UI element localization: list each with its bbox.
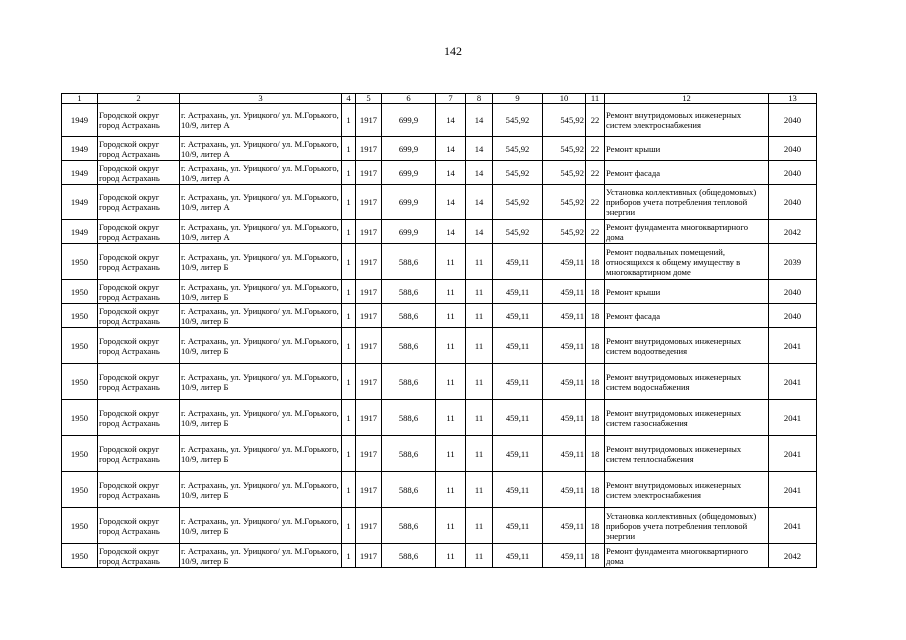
cell-total-area: 588,6 xyxy=(382,508,436,544)
cell-municipality: Городской округ город Астрахань xyxy=(98,544,180,568)
cell-col11: 18 xyxy=(586,364,605,400)
cell-col10: 459,11 xyxy=(543,244,586,280)
cell-year-built: 1917 xyxy=(356,544,382,568)
cell-col7: 11 xyxy=(436,280,466,304)
cell-year-built: 1917 xyxy=(356,304,382,328)
cell-address: г. Астрахань, ул. Урицкого/ ул. М.Горького, 10/9, литер А xyxy=(180,104,342,137)
cell-col4: 1 xyxy=(342,104,356,137)
cell-col8: 11 xyxy=(466,244,493,280)
cell-planned-year: 2041 xyxy=(769,508,817,544)
cell-work-type: Установка коллективных (общедомовых) приборов учета потребления тепловой энергии xyxy=(605,508,769,544)
cell-col8: 11 xyxy=(466,472,493,508)
cell-number: 1950 xyxy=(62,304,98,328)
cell-municipality: Городской округ город Астрахань xyxy=(98,364,180,400)
table-row xyxy=(62,328,817,364)
cell-number: 1950 xyxy=(62,544,98,568)
cell-col8: 11 xyxy=(466,436,493,472)
cell-municipality: Городской округ город Астрахань xyxy=(98,472,180,508)
cell-col9: 459,11 xyxy=(493,508,543,544)
cell-planned-year: 2040 xyxy=(769,137,817,161)
cell-number: 1950 xyxy=(62,244,98,280)
table-row xyxy=(62,508,817,544)
cell-col10: 545,92 xyxy=(543,220,586,244)
cell-col4: 1 xyxy=(342,280,356,304)
cell-total-area: 699,9 xyxy=(382,220,436,244)
cell-col7: 11 xyxy=(436,436,466,472)
cell-col10: 545,92 xyxy=(543,161,586,185)
cell-col10: 459,11 xyxy=(543,280,586,304)
cell-planned-year: 2040 xyxy=(769,161,817,185)
header-row xyxy=(62,94,817,104)
cell-col4: 1 xyxy=(342,544,356,568)
cell-total-area: 588,6 xyxy=(382,472,436,508)
cell-col4: 1 xyxy=(342,304,356,328)
cell-col11: 18 xyxy=(586,508,605,544)
cell-work-type: Ремонт подвальных помещений, относящихся к общему имуществу в многоквартирном доме xyxy=(605,244,769,280)
cell-col11: 18 xyxy=(586,280,605,304)
cell-col7: 11 xyxy=(436,364,466,400)
cell-col7: 11 xyxy=(436,508,466,544)
cell-year-built: 1917 xyxy=(356,244,382,280)
cell-col11: 18 xyxy=(586,544,605,568)
column-header: 12 xyxy=(605,94,769,104)
cell-col9: 459,11 xyxy=(493,436,543,472)
cell-col8: 14 xyxy=(466,220,493,244)
cell-col9: 459,11 xyxy=(493,364,543,400)
cell-address: г. Астрахань, ул. Урицкого/ ул. М.Горького, 10/9, литер Б xyxy=(180,304,342,328)
cell-municipality: Городской округ город Астрахань xyxy=(98,304,180,328)
column-header: 9 xyxy=(493,94,543,104)
cell-total-area: 699,9 xyxy=(382,104,436,137)
cell-total-area: 588,6 xyxy=(382,436,436,472)
cell-year-built: 1917 xyxy=(356,280,382,304)
cell-col9: 459,11 xyxy=(493,280,543,304)
cell-number: 1949 xyxy=(62,137,98,161)
cell-col7: 14 xyxy=(436,104,466,137)
cell-municipality: Городской округ город Астрахань xyxy=(98,220,180,244)
column-header: 6 xyxy=(382,94,436,104)
cell-number: 1950 xyxy=(62,400,98,436)
cell-address: г. Астрахань, ул. Урицкого/ ул. М.Горького, 10/9, литер Б xyxy=(180,244,342,280)
cell-planned-year: 2039 xyxy=(769,244,817,280)
cell-col8: 14 xyxy=(466,137,493,161)
cell-total-area: 588,6 xyxy=(382,364,436,400)
cell-address: г. Астрахань, ул. Урицкого/ ул. М.Горького, 10/9, литер Б xyxy=(180,400,342,436)
cell-col10: 459,11 xyxy=(543,544,586,568)
table-row xyxy=(62,304,817,328)
column-header: 3 xyxy=(180,94,342,104)
cell-col10: 545,92 xyxy=(543,104,586,137)
cell-col9: 459,11 xyxy=(493,244,543,280)
cell-work-type: Ремонт внутридомовых инженерных систем водоснабжения xyxy=(605,364,769,400)
table-row xyxy=(62,244,817,280)
cell-planned-year: 2041 xyxy=(769,328,817,364)
cell-col7: 14 xyxy=(436,137,466,161)
page-number: 142 xyxy=(444,44,462,58)
cell-planned-year: 2040 xyxy=(769,185,817,220)
cell-address: г. Астрахань, ул. Урицкого/ ул. М.Горького, 10/9, литер Б xyxy=(180,544,342,568)
cell-year-built: 1917 xyxy=(356,220,382,244)
cell-work-type: Ремонт крыши xyxy=(605,280,769,304)
table-row xyxy=(62,104,817,137)
cell-number: 1949 xyxy=(62,185,98,220)
cell-col7: 11 xyxy=(436,472,466,508)
table-row xyxy=(62,280,817,304)
column-header: 5 xyxy=(356,94,382,104)
cell-col11: 22 xyxy=(586,185,605,220)
cell-address: г. Астрахань, ул. Урицкого/ ул. М.Горького, 10/9, литер Б xyxy=(180,328,342,364)
cell-col9: 545,92 xyxy=(493,104,543,137)
cell-col8: 14 xyxy=(466,161,493,185)
cell-work-type: Ремонт внутридомовых инженерных систем теплоснабжения xyxy=(605,436,769,472)
cell-col4: 1 xyxy=(342,244,356,280)
column-header: 11 xyxy=(586,94,605,104)
cell-work-type: Ремонт внутридомовых инженерных систем водоотведения xyxy=(605,328,769,364)
cell-col11: 22 xyxy=(586,104,605,137)
cell-municipality: Городской округ город Астрахань xyxy=(98,508,180,544)
cell-total-area: 588,6 xyxy=(382,328,436,364)
table-row xyxy=(62,436,817,472)
cell-address: г. Астрахань, ул. Урицкого/ ул. М.Горького, 10/9, литер А xyxy=(180,161,342,185)
cell-col9: 459,11 xyxy=(493,544,543,568)
cell-number: 1950 xyxy=(62,508,98,544)
cell-total-area: 588,6 xyxy=(382,544,436,568)
cell-work-type: Ремонт внутридомовых инженерных систем электроснабжения xyxy=(605,104,769,137)
cell-col8: 11 xyxy=(466,508,493,544)
cell-col4: 1 xyxy=(342,400,356,436)
cell-work-type: Ремонт фасада xyxy=(605,304,769,328)
cell-col11: 18 xyxy=(586,304,605,328)
table-row xyxy=(62,220,817,244)
cell-planned-year: 2041 xyxy=(769,400,817,436)
cell-col8: 11 xyxy=(466,304,493,328)
cell-col10: 545,92 xyxy=(543,185,586,220)
column-header: 7 xyxy=(436,94,466,104)
column-header: 13 xyxy=(769,94,817,104)
cell-col10: 459,11 xyxy=(543,472,586,508)
cell-number: 1950 xyxy=(62,436,98,472)
cell-col10: 459,11 xyxy=(543,328,586,364)
cell-col8: 11 xyxy=(466,544,493,568)
cell-col11: 22 xyxy=(586,220,605,244)
table-body xyxy=(62,94,817,568)
cell-col7: 11 xyxy=(436,304,466,328)
cell-col8: 11 xyxy=(466,364,493,400)
cell-col9: 545,92 xyxy=(493,161,543,185)
cell-col10: 459,11 xyxy=(543,508,586,544)
cell-year-built: 1917 xyxy=(356,161,382,185)
table-row xyxy=(62,364,817,400)
cell-work-type: Установка коллективных (общедомовых) приборов учета потребления тепловой энергии xyxy=(605,185,769,220)
cell-col7: 11 xyxy=(436,328,466,364)
column-header: 2 xyxy=(98,94,180,104)
table-row xyxy=(62,544,817,568)
cell-address: г. Астрахань, ул. Урицкого/ ул. М.Горького, 10/9, литер Б xyxy=(180,472,342,508)
column-header: 10 xyxy=(543,94,586,104)
cell-address: г. Астрахань, ул. Урицкого/ ул. М.Горького, 10/9, литер Б xyxy=(180,436,342,472)
cell-col7: 11 xyxy=(436,544,466,568)
cell-work-type: Ремонт фундамента многоквартирного дома xyxy=(605,544,769,568)
cell-planned-year: 2041 xyxy=(769,364,817,400)
table-row xyxy=(62,400,817,436)
cell-total-area: 699,9 xyxy=(382,185,436,220)
cell-col8: 11 xyxy=(466,328,493,364)
cell-col9: 459,11 xyxy=(493,400,543,436)
cell-col10: 459,11 xyxy=(543,436,586,472)
cell-col4: 1 xyxy=(342,508,356,544)
cell-total-area: 588,6 xyxy=(382,304,436,328)
cell-address: г. Астрахань, ул. Урицкого/ ул. М.Горького, 10/9, литер Б xyxy=(180,280,342,304)
cell-col8: 11 xyxy=(466,280,493,304)
cell-municipality: Городской округ город Астрахань xyxy=(98,161,180,185)
cell-work-type: Ремонт фасада xyxy=(605,161,769,185)
cell-planned-year: 2040 xyxy=(769,304,817,328)
cell-year-built: 1917 xyxy=(356,436,382,472)
cell-col7: 14 xyxy=(436,185,466,220)
column-header: 8 xyxy=(466,94,493,104)
cell-planned-year: 2041 xyxy=(769,436,817,472)
cell-planned-year: 2042 xyxy=(769,220,817,244)
cell-municipality: Городской округ город Астрахань xyxy=(98,328,180,364)
cell-number: 1950 xyxy=(62,280,98,304)
cell-col11: 22 xyxy=(586,161,605,185)
cell-total-area: 699,9 xyxy=(382,161,436,185)
cell-number: 1949 xyxy=(62,104,98,137)
cell-total-area: 699,9 xyxy=(382,137,436,161)
table-row xyxy=(62,161,817,185)
cell-col11: 22 xyxy=(586,137,605,161)
cell-municipality: Городской округ город Астрахань xyxy=(98,244,180,280)
cell-year-built: 1917 xyxy=(356,508,382,544)
cell-address: г. Астрахань, ул. Урицкого/ ул. М.Горького, 10/9, литер А xyxy=(180,137,342,161)
cell-municipality: Городской округ город Астрахань xyxy=(98,137,180,161)
cell-col8: 14 xyxy=(466,104,493,137)
cell-work-type: Ремонт крыши xyxy=(605,137,769,161)
cell-col10: 459,11 xyxy=(543,304,586,328)
cell-planned-year: 2041 xyxy=(769,472,817,508)
cell-col10: 459,11 xyxy=(543,400,586,436)
cell-address: г. Астрахань, ул. Урицкого/ ул. М.Горького, 10/9, литер А xyxy=(180,220,342,244)
cell-municipality: Городской округ город Астрахань xyxy=(98,436,180,472)
cell-municipality: Городской округ город Астрахань xyxy=(98,104,180,137)
cell-col4: 1 xyxy=(342,364,356,400)
cell-year-built: 1917 xyxy=(356,137,382,161)
table-row xyxy=(62,137,817,161)
cell-col11: 18 xyxy=(586,472,605,508)
cell-col4: 1 xyxy=(342,185,356,220)
cell-col11: 18 xyxy=(586,400,605,436)
cell-address: г. Астрахань, ул. Урицкого/ ул. М.Горького, 10/9, литер Б xyxy=(180,508,342,544)
cell-col4: 1 xyxy=(342,220,356,244)
cell-col9: 545,92 xyxy=(493,185,543,220)
cell-municipality: Городской округ город Астрахань xyxy=(98,280,180,304)
cell-address: г. Астрахань, ул. Урицкого/ ул. М.Горького, 10/9, литер Б xyxy=(180,364,342,400)
cell-work-type: Ремонт внутридомовых инженерных систем газоснабжения xyxy=(605,400,769,436)
cell-col4: 1 xyxy=(342,436,356,472)
cell-col11: 18 xyxy=(586,244,605,280)
cell-col4: 1 xyxy=(342,137,356,161)
cell-number: 1950 xyxy=(62,328,98,364)
cell-year-built: 1917 xyxy=(356,104,382,137)
cell-total-area: 588,6 xyxy=(382,400,436,436)
cell-number: 1950 xyxy=(62,472,98,508)
cell-total-area: 588,6 xyxy=(382,280,436,304)
cell-col8: 11 xyxy=(466,400,493,436)
cell-municipality: Городской округ город Астрахань xyxy=(98,400,180,436)
cell-col7: 11 xyxy=(436,400,466,436)
cell-total-area: 588,6 xyxy=(382,244,436,280)
cell-work-type: Ремонт внутридомовых инженерных систем электроснабжения xyxy=(605,472,769,508)
column-header: 1 xyxy=(62,94,98,104)
cell-col4: 1 xyxy=(342,472,356,508)
data-table xyxy=(61,93,817,568)
cell-work-type: Ремонт фундамента многоквартирного дома xyxy=(605,220,769,244)
cell-municipality: Городской округ город Астрахань xyxy=(98,185,180,220)
cell-year-built: 1917 xyxy=(356,472,382,508)
cell-col9: 459,11 xyxy=(493,328,543,364)
cell-col9: 545,92 xyxy=(493,137,543,161)
cell-col7: 14 xyxy=(436,161,466,185)
cell-col4: 1 xyxy=(342,328,356,364)
table-row xyxy=(62,472,817,508)
table-row xyxy=(62,185,817,220)
cell-number: 1950 xyxy=(62,364,98,400)
cell-year-built: 1917 xyxy=(356,364,382,400)
cell-col11: 18 xyxy=(586,328,605,364)
cell-planned-year: 2042 xyxy=(769,544,817,568)
column-header: 4 xyxy=(342,94,356,104)
cell-col9: 459,11 xyxy=(493,304,543,328)
cell-year-built: 1917 xyxy=(356,328,382,364)
cell-col7: 14 xyxy=(436,220,466,244)
cell-col7: 11 xyxy=(436,244,466,280)
cell-planned-year: 2040 xyxy=(769,280,817,304)
cell-col10: 459,11 xyxy=(543,364,586,400)
cell-number: 1949 xyxy=(62,220,98,244)
cell-col9: 459,11 xyxy=(493,472,543,508)
cell-number: 1949 xyxy=(62,161,98,185)
cell-col8: 14 xyxy=(466,185,493,220)
cell-address: г. Астрахань, ул. Урицкого/ ул. М.Горького, 10/9, литер А xyxy=(180,185,342,220)
cell-col9: 545,92 xyxy=(493,220,543,244)
cell-year-built: 1917 xyxy=(356,185,382,220)
cell-col11: 18 xyxy=(586,436,605,472)
cell-col10: 545,92 xyxy=(543,137,586,161)
cell-col4: 1 xyxy=(342,161,356,185)
cell-planned-year: 2040 xyxy=(769,104,817,137)
cell-year-built: 1917 xyxy=(356,400,382,436)
